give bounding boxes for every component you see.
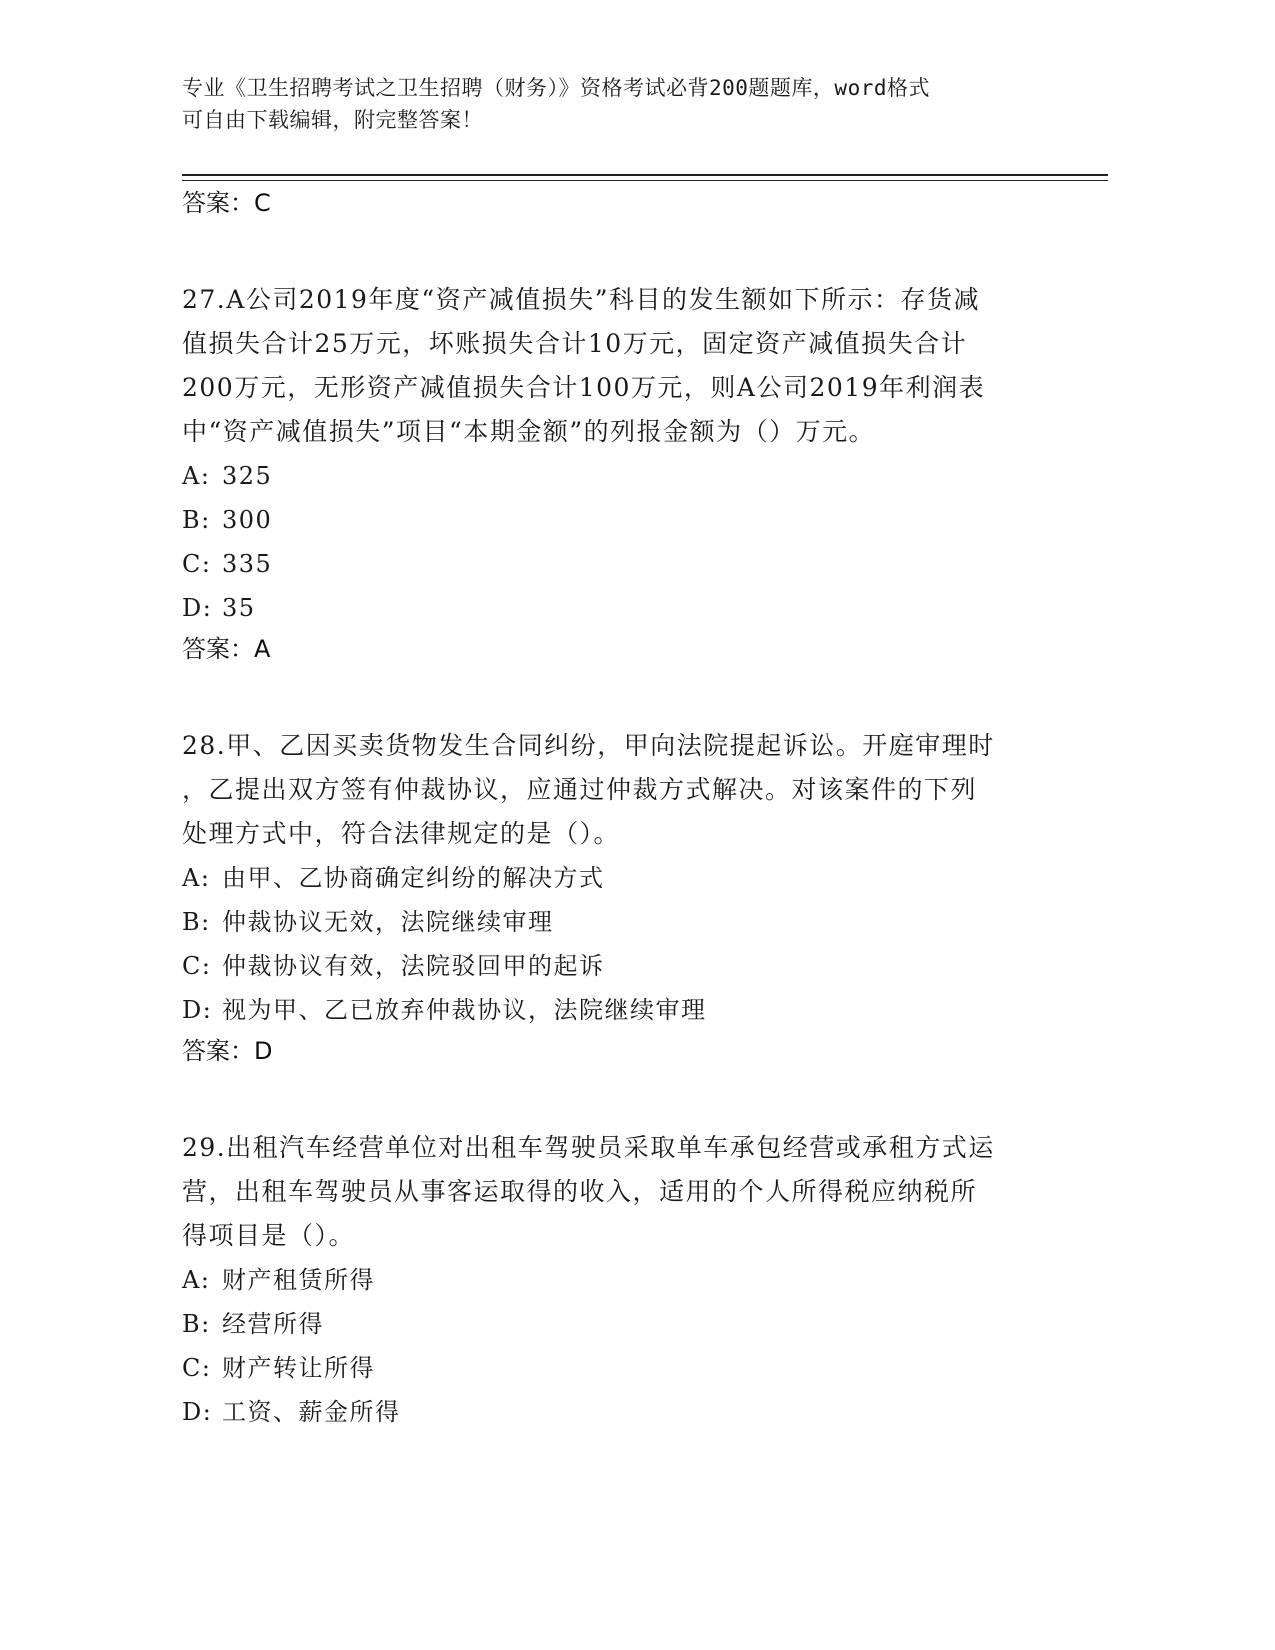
question-27 (182, 278, 1062, 664)
previous-answer: 答案：C (182, 189, 271, 217)
option-a (182, 856, 1062, 900)
stem-line: 营，出租车驾驶员从事客运取得的收入，适用的个人所得税应纳税所 (182, 1177, 978, 1206)
option-label: D: (182, 996, 213, 1024)
question-stem (182, 1126, 1062, 1258)
option-c (182, 542, 1062, 586)
page-header (182, 72, 1062, 136)
answer-line: 答案：D (182, 1037, 273, 1065)
stem-line: 28.甲、乙因买卖货物发生合同纠纷，甲向法院提起诉讼。开庭审理时 (182, 731, 995, 760)
option-text: 仲裁协议有效，法院驳回甲的起诉 (222, 952, 605, 980)
header-rule-thin (182, 180, 1108, 181)
option-text: 300 (222, 506, 273, 534)
stem-line: 得项目是（）。 (182, 1221, 356, 1250)
option-text: 由甲、乙协商确定纠纷的解决方式 (222, 864, 605, 892)
option-d (182, 586, 1062, 630)
option-label: A: (182, 462, 211, 490)
stem-line: 中“资产减值损失”项目“本期金额”的列报金额为（）万元。 (182, 417, 876, 446)
option-b (182, 1302, 1062, 1346)
header-line-2: 可自由下载编辑，附完整答案！ (182, 108, 483, 132)
question-29 (182, 1126, 1062, 1434)
option-label: B: (182, 506, 211, 534)
option-text: 财产转让所得 (222, 1354, 375, 1382)
stem-line: 29.出租汽车经营单位对出租车驾驶员采取单车承包经营或承租方式运 (182, 1133, 995, 1162)
option-label: C: (182, 550, 212, 578)
stem-line: 值损失合计25万元，坏账损失合计10万元，固定资产减值损失合计 (182, 329, 968, 358)
question-stem (182, 278, 1062, 454)
question-stem (182, 724, 1062, 856)
option-text: 财产租赁所得 (222, 1266, 375, 1294)
answer-line: 答案：A (182, 635, 271, 663)
header-rule-thick (182, 174, 1108, 176)
option-label: C: (182, 1354, 212, 1382)
stem-line: ，乙提出双方签有仲裁协议，应通过仲裁方式解决。对该案件的下列 (182, 775, 978, 804)
option-text: 335 (222, 550, 273, 578)
option-c (182, 1346, 1062, 1390)
option-a (182, 1258, 1062, 1302)
document-content (182, 188, 1062, 1434)
option-label: B: (182, 908, 211, 936)
stem-line: 27.A公司2019年度“资产减值损失”科目的发生额如下所示：存货减 (182, 285, 980, 314)
question-28 (182, 724, 1062, 1066)
option-label: C: (182, 952, 212, 980)
option-d (182, 1390, 1062, 1434)
option-b (182, 900, 1062, 944)
option-label: A: (182, 1266, 211, 1294)
option-d (182, 988, 1062, 1032)
option-b (182, 498, 1062, 542)
option-text: 经营所得 (222, 1310, 324, 1338)
option-c (182, 944, 1062, 988)
option-label: D: (182, 594, 213, 622)
option-text: 视为甲、乙已放弃仲裁协议，法院继续审理 (222, 996, 707, 1024)
option-label: A: (182, 864, 211, 892)
option-label: D: (182, 1398, 213, 1426)
stem-line: 200万元，无形资产减值损失合计100万元，则A公司2019年利润表 (182, 373, 986, 402)
option-text: 35 (222, 594, 256, 622)
option-label: B: (182, 1310, 211, 1338)
option-a (182, 454, 1062, 498)
header-line-1: 专业《卫生招聘考试之卫生招聘（财务）》资格考试必背200题题库，word格式 (182, 76, 930, 100)
stem-line: 处理方式中，符合法律规定的是（）。 (182, 819, 621, 848)
option-text: 仲裁协议无效，法院继续审理 (222, 908, 554, 936)
option-text: 工资、薪金所得 (222, 1398, 401, 1426)
option-text: 325 (222, 462, 273, 490)
